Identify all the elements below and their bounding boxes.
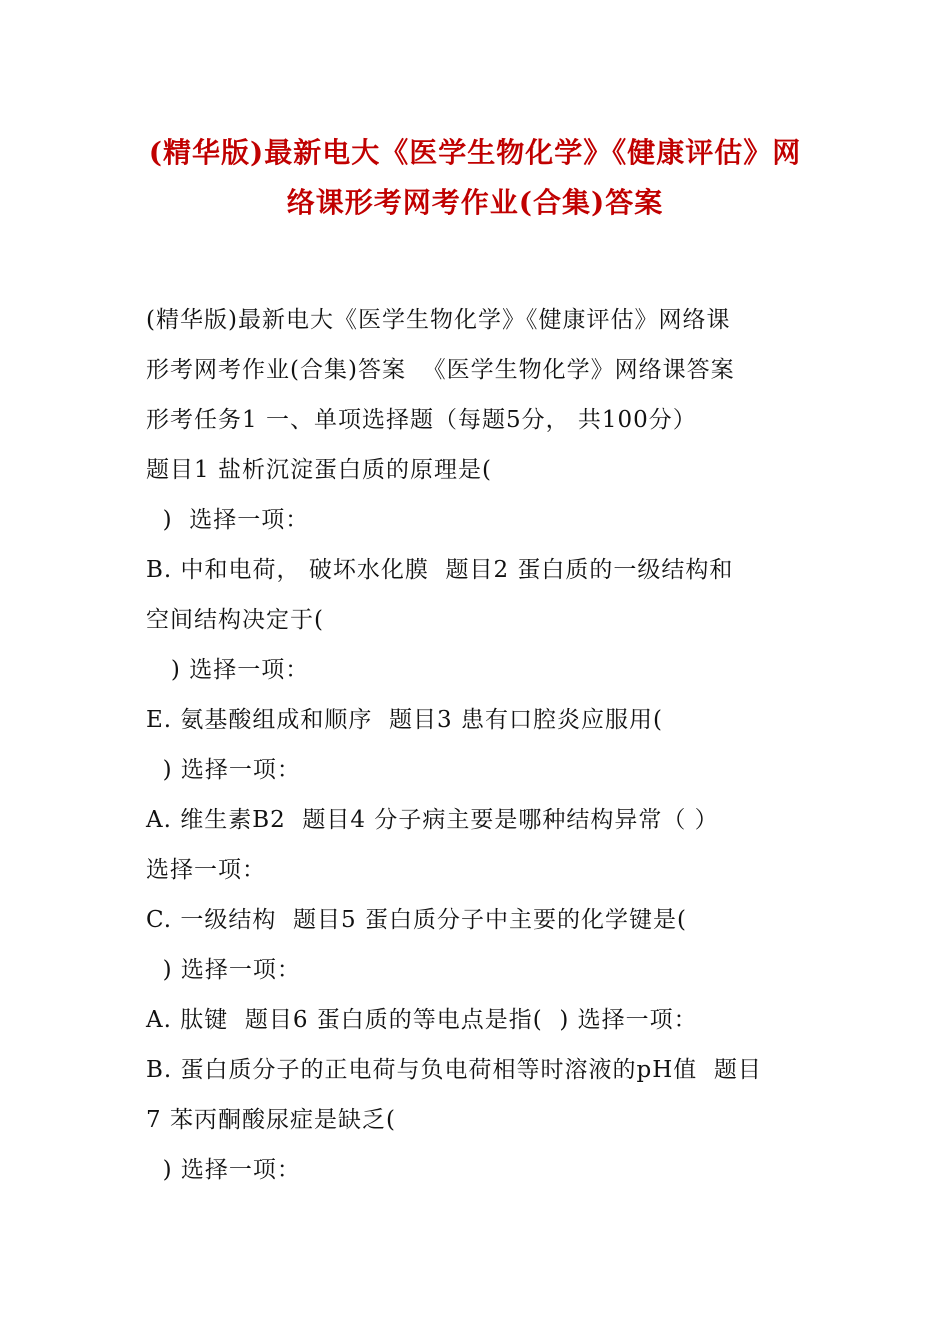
body-line-4: 题目1 盐析沉淀蛋白质的原理是(	[146, 457, 492, 483]
title-line-1: (精华版)最新电大《医学生物化学》《健康评估》网	[148, 136, 802, 169]
body-line-15: A. 肽键 题目6 蛋白质的等电点是指( ) 选择一项：	[146, 1007, 698, 1033]
body-line-12: 选择一项：	[146, 857, 266, 883]
body-line-3: 形考任务1 一、单项选择题（每题5分， 共100分）	[146, 407, 697, 433]
body-line-9: E. 氨基酸组成和顺序 题目3 患有口腔炎应服用(	[146, 707, 663, 733]
body-line-8: ) 选择一项：	[146, 657, 310, 683]
body-line-5: ) 选择一项：	[146, 507, 310, 533]
body-line-10: ) 选择一项：	[146, 757, 301, 783]
body-line-14: ) 选择一项：	[146, 957, 301, 983]
body-line-11: A. 维生素B2 题目4 分子病主要是哪种结构异常（ ）	[146, 807, 719, 833]
body-line-1: (精华版)最新电大《医学生物化学》《健康评估》网络课	[146, 307, 731, 333]
body-line-6: B. 中和电荷， 破坏水化膜 题目2 蛋白质的一级结构和	[146, 557, 734, 583]
body-line-16: B. 蛋白质分子的正电荷与负电荷相等时溶液的pH值 题目	[146, 1057, 762, 1083]
body-line-17: 7 苯丙酮酸尿症是缺乏(	[146, 1107, 396, 1133]
body-line-13: C. 一级结构 题目5 蛋白质分子中主要的化学键是(	[146, 907, 687, 933]
body-line-2: 形考网考作业(合集)答案 《医学生物化学》网络课答案	[146, 357, 735, 383]
title-line-2: 络课形考网考作业(合集)答案	[286, 186, 664, 219]
body-line-7: 空间结构决定于(	[146, 607, 324, 633]
body-line-18: ) 选择一项：	[146, 1157, 301, 1183]
document-title	[120, 128, 830, 228]
